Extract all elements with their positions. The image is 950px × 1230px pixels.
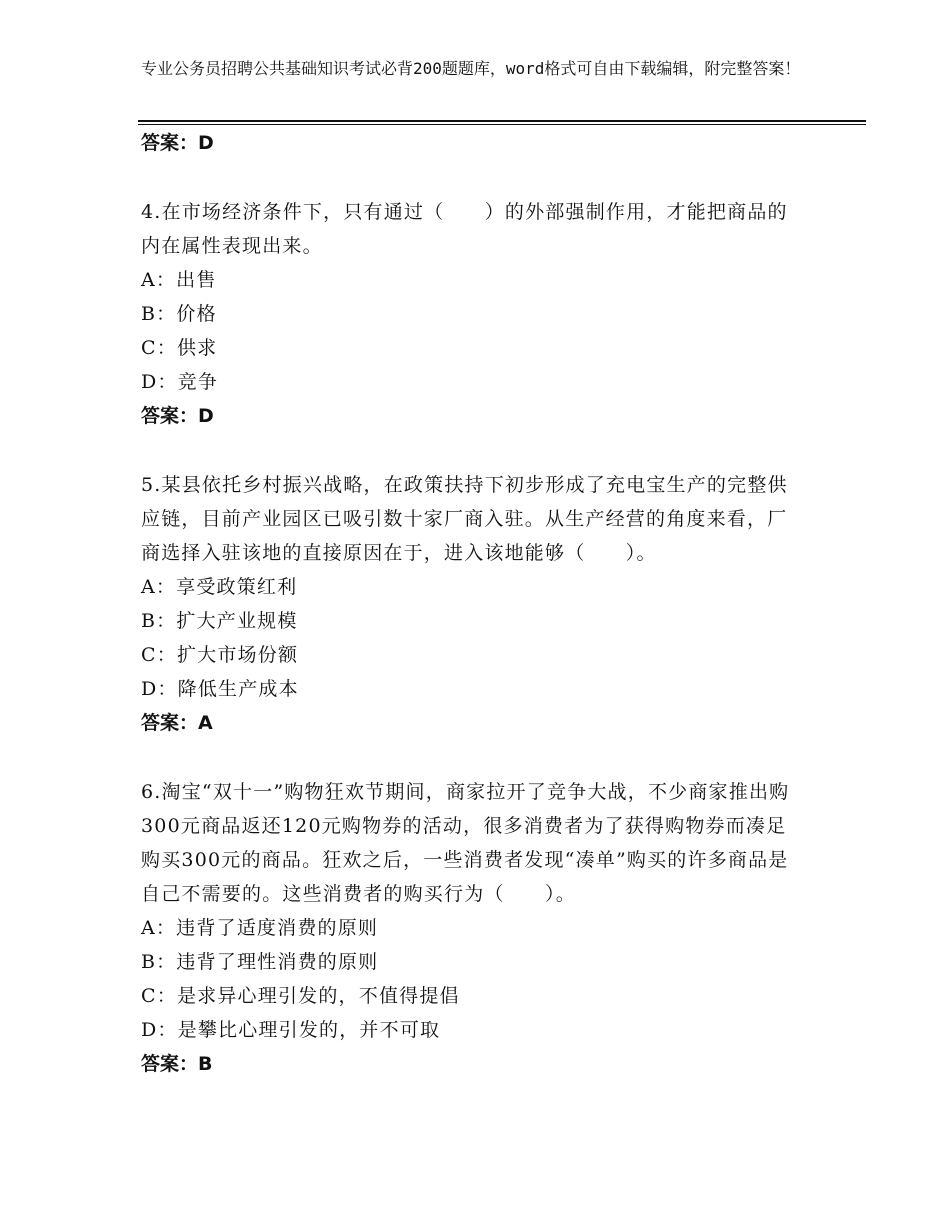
answer-prev: 答案：D <box>141 132 214 154</box>
question-6-option-a: A：违背了适度消费的原则 <box>141 917 379 939</box>
question-4-answer: 答案：D <box>141 405 214 427</box>
question-6-answer: 答案：B <box>141 1053 213 1075</box>
header-rule-thick <box>138 120 866 122</box>
page-header: 专业公务员招聘公共基础知识考试必背200题题库，word格式可自由下载编辑，附完整答案！ <box>141 59 801 78</box>
question-5-option-b: B：扩大产业规模 <box>141 610 298 632</box>
question-5-answer: 答案：A <box>141 712 213 734</box>
question-5-option-c: C：扩大市场份额 <box>141 644 299 666</box>
question-4-option-d: D：竞争 <box>141 371 219 393</box>
question-6-option-c: C：是求异心理引发的，不值得提倡 <box>141 985 460 1007</box>
question-4-stem: 4.在市场经济条件下，只有通过（ ）的外部强制作用，才能把商品的内在属性表现出来。 <box>141 201 788 257</box>
question-6-option-d: D：是攀比心理引发的，并不可取 <box>141 1019 441 1041</box>
question-6-option-b: B：违背了理性消费的原则 <box>141 951 379 973</box>
question-5-option-d: D：降低生产成本 <box>141 678 299 700</box>
question-5-option-a: A：享受政策红利 <box>141 576 298 598</box>
question-5-stem: 5.某县依托乡村振兴战略，在政策扶持下初步形成了充电宝生产的完整供应链，目前产业园区已吸引数十家厂商入驻。从生产经营的角度来看，厂商选择入驻该地的直接原因在于，进入该地能够（ ）。 <box>141 474 788 564</box>
header-rule-thin <box>138 124 866 125</box>
question-4-option-b: B：价格 <box>141 303 217 325</box>
question-4-option-c: C：供求 <box>141 337 218 359</box>
question-4-option-a: A：出售 <box>141 269 217 291</box>
question-6-stem: 6.淘宝“双十一”购物狂欢节期间，商家拉开了竞争大战，不少商家推出购300元商品返还120元购物券的活动，很多消费者为了获得购物券而凑足购买300元的商品。狂欢之后，一些消费者发现“凑单”购买的许多商品是自己不需要的。这些消费者的购买行为（ ）。 <box>141 781 790 905</box>
